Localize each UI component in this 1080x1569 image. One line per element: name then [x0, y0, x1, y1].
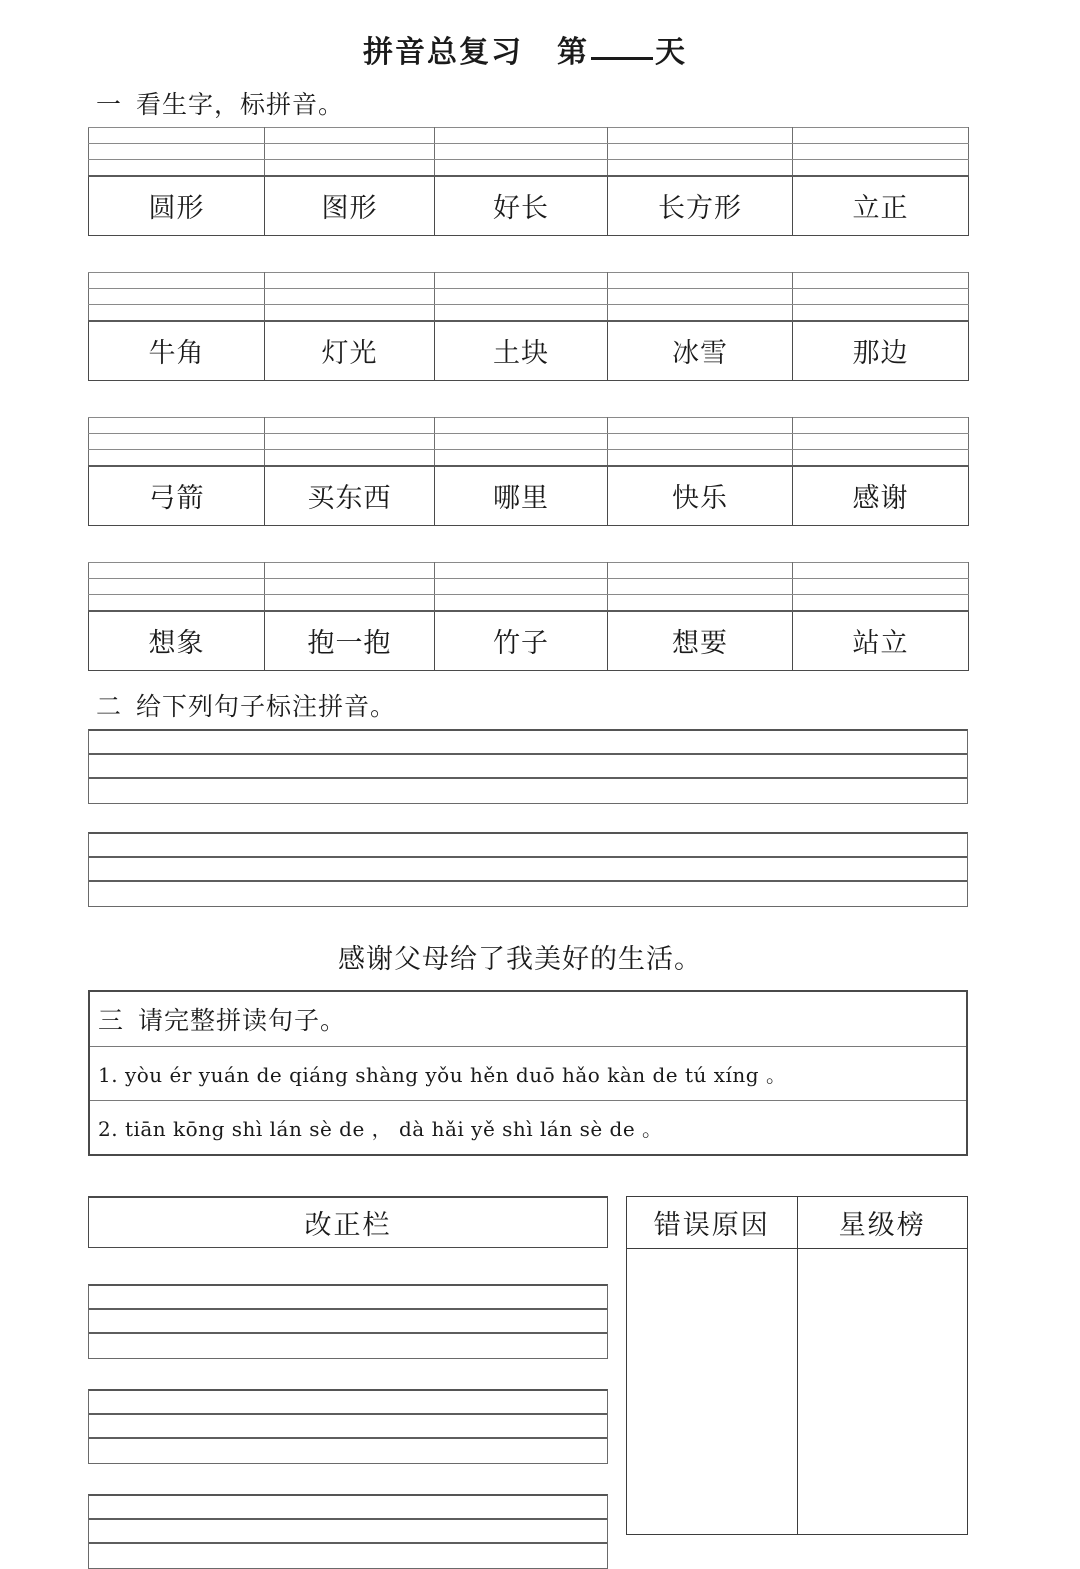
correction-write-block-3[interactable]	[88, 1494, 608, 1569]
pinyin-write-cell[interactable]	[265, 160, 435, 176]
pinyin-write-cell[interactable]	[793, 289, 969, 305]
pinyin-write-cell[interactable]	[608, 289, 793, 305]
pinyin-write-cell[interactable]	[89, 434, 265, 450]
word-cell: 长方形	[608, 176, 793, 236]
pinyin-line-row	[89, 434, 969, 450]
word-cell: 冰雪	[608, 321, 793, 381]
pinyin-write-cell[interactable]	[435, 144, 608, 160]
pinyin-write-cell[interactable]	[793, 144, 969, 160]
pinyin-write-cell[interactable]	[793, 418, 969, 434]
pinyin-write-cell[interactable]	[608, 579, 793, 595]
word-cell: 感谢	[793, 466, 969, 526]
rubric-header-row	[627, 1197, 968, 1249]
word-row	[89, 611, 969, 671]
pinyin-write-cell[interactable]	[435, 434, 608, 450]
pinyin-write-cell[interactable]	[89, 128, 265, 144]
pinyin-write-cell[interactable]	[608, 450, 793, 466]
pinyin-write-cell[interactable]	[265, 595, 435, 611]
word-cell: 土块	[435, 321, 608, 381]
word-cell: 弓箭	[89, 466, 265, 526]
bottom-area	[88, 1196, 968, 1569]
correction-write-block-1[interactable]	[88, 1284, 608, 1359]
word-row	[89, 176, 969, 236]
write-line[interactable]	[89, 858, 967, 882]
pinyin-line-row	[89, 273, 969, 289]
write-line[interactable]	[89, 731, 967, 755]
word-cell: 灯光	[265, 321, 435, 381]
sentence-write-block-2[interactable]	[88, 832, 968, 907]
section-one-heading	[96, 85, 1080, 121]
pinyin-write-cell[interactable]	[608, 144, 793, 160]
section-two-heading	[96, 687, 1080, 723]
pinyin-write-cell[interactable]	[435, 450, 608, 466]
section-three-box	[88, 990, 968, 1156]
word-table-row-2	[88, 272, 969, 381]
rubric-column	[626, 1196, 968, 1535]
pinyin-write-cell[interactable]	[608, 273, 793, 289]
pinyin-write-cell[interactable]	[435, 289, 608, 305]
pinyin-write-cell[interactable]	[89, 595, 265, 611]
word-cell: 牛角	[89, 321, 265, 381]
rubric-cell-star-rank[interactable]	[797, 1249, 968, 1535]
pinyin-write-cell[interactable]	[435, 305, 608, 321]
word-cell: 买东西	[265, 466, 435, 526]
rubric-header-error-reason: 错误原因	[627, 1197, 798, 1249]
word-table-row-1	[88, 127, 969, 236]
pinyin-write-cell[interactable]	[265, 434, 435, 450]
pinyin-write-cell[interactable]	[89, 289, 265, 305]
pinyin-write-cell[interactable]	[608, 305, 793, 321]
pinyin-sentence-1: 1. yòu ér yuán de qiáng shàng yǒu hěn duō hǎo kàn de tú xíng 。	[90, 1047, 966, 1101]
section-three-title: 请完整拼读句子。	[138, 1008, 347, 1035]
write-line[interactable]	[89, 755, 967, 779]
write-line[interactable]	[89, 1520, 607, 1544]
word-cell: 立正	[793, 176, 969, 236]
pinyin-write-cell[interactable]	[265, 418, 435, 434]
word-table-row-4	[88, 562, 969, 671]
pinyin-write-cell[interactable]	[793, 160, 969, 176]
correction-write-block-2[interactable]	[88, 1389, 608, 1464]
section-one-title: 看生字，标拼音。	[136, 92, 345, 119]
sample-sentence: 感谢父母给了我美好的生活。	[338, 944, 702, 975]
pinyin-write-cell[interactable]	[793, 563, 969, 579]
day-prefix: 第	[557, 36, 589, 69]
pinyin-write-cell[interactable]	[608, 563, 793, 579]
write-line[interactable]	[89, 1496, 607, 1520]
correction-gap	[88, 1464, 608, 1494]
pinyin-line-row	[89, 144, 969, 160]
pinyin-write-cell[interactable]	[793, 434, 969, 450]
page-title	[0, 0, 1080, 69]
pinyin-write-cell[interactable]	[608, 434, 793, 450]
pinyin-write-cell[interactable]	[265, 305, 435, 321]
write-line[interactable]	[89, 1391, 607, 1415]
section-two-number: 二	[96, 694, 123, 721]
pinyin-write-cell[interactable]	[89, 418, 265, 434]
pinyin-write-cell[interactable]	[608, 595, 793, 611]
pinyin-write-cell[interactable]	[793, 579, 969, 595]
pinyin-write-cell[interactable]	[608, 160, 793, 176]
pinyin-sentence-2: 2. tiān kōng shì lán sè de ， dà hǎi yě shì lán sè de 。	[98, 1117, 663, 1141]
section-one-number: 一	[96, 92, 123, 119]
pinyin-line-row	[89, 595, 969, 611]
section-three-heading	[90, 992, 966, 1047]
pinyin-write-cell[interactable]	[89, 563, 265, 579]
write-line[interactable]	[89, 1310, 607, 1334]
pinyin-write-cell[interactable]	[265, 273, 435, 289]
correction-column	[88, 1196, 608, 1569]
pinyin-write-cell[interactable]	[793, 450, 969, 466]
word-cell: 圆形	[89, 176, 265, 236]
pinyin-write-cell[interactable]	[89, 579, 265, 595]
pinyin-write-cell[interactable]	[89, 273, 265, 289]
word-row	[89, 466, 969, 526]
pinyin-write-cell[interactable]	[89, 144, 265, 160]
pinyin-write-cell[interactable]	[265, 289, 435, 305]
pinyin-write-cell[interactable]	[435, 418, 608, 434]
word-cell: 竹子	[435, 611, 608, 671]
rubric-table	[626, 1196, 968, 1535]
pinyin-write-cell[interactable]	[793, 128, 969, 144]
pinyin-write-cell[interactable]	[435, 595, 608, 611]
table-gap	[0, 381, 1080, 417]
word-cell: 好长	[435, 176, 608, 236]
pinyin-write-cell[interactable]	[793, 273, 969, 289]
pinyin-write-cell[interactable]	[793, 305, 969, 321]
pinyin-write-cell[interactable]	[435, 563, 608, 579]
pinyin-line-row	[89, 160, 969, 176]
write-line[interactable]	[89, 1544, 607, 1568]
pinyin-write-cell[interactable]	[89, 450, 265, 466]
rubric-body-row	[627, 1249, 968, 1535]
pinyin-write-cell[interactable]	[608, 418, 793, 434]
pinyin-write-cell[interactable]	[793, 595, 969, 611]
pinyin-write-cell[interactable]	[435, 128, 608, 144]
write-line[interactable]	[89, 1286, 607, 1310]
pinyin-write-cell[interactable]	[265, 579, 435, 595]
pinyin-write-cell[interactable]	[265, 450, 435, 466]
word-cell: 那边	[793, 321, 969, 381]
write-line[interactable]	[89, 1439, 607, 1463]
pinyin-write-cell[interactable]	[435, 160, 608, 176]
day-suffix: 天	[655, 36, 687, 69]
pinyin-write-cell[interactable]	[608, 128, 793, 144]
pinyin-write-cell[interactable]	[265, 128, 435, 144]
write-block-gap	[0, 804, 1080, 832]
rubric-header-star-rank: 星级榜	[797, 1197, 968, 1249]
write-line[interactable]	[89, 1415, 607, 1439]
pinyin-line-row	[89, 305, 969, 321]
pinyin-write-cell[interactable]	[435, 273, 608, 289]
rubric-cell-error-reason[interactable]	[627, 1249, 798, 1535]
word-cell: 图形	[265, 176, 435, 236]
pinyin-write-cell[interactable]	[89, 305, 265, 321]
write-line[interactable]	[89, 834, 967, 858]
table-gap	[0, 526, 1080, 562]
pinyin-write-cell[interactable]	[89, 160, 265, 176]
page-title-main: 拼音总复习	[363, 36, 523, 69]
pinyin-line-row	[89, 418, 969, 434]
word-cell: 抱一抱	[265, 611, 435, 671]
pinyin-line-row	[89, 579, 969, 595]
day-blank-underline[interactable]	[591, 57, 653, 60]
word-cell: 快乐	[608, 466, 793, 526]
word-cell: 站立	[793, 611, 969, 671]
section-two-title: 给下列句子标注拼音。	[136, 694, 397, 721]
word-cell: 想要	[608, 611, 793, 671]
write-line[interactable]	[89, 1334, 607, 1358]
correction-gap	[88, 1248, 608, 1284]
table-gap	[0, 236, 1080, 272]
pinyin-line-row	[89, 563, 969, 579]
write-line[interactable]	[89, 882, 967, 906]
pinyin-write-cell[interactable]	[265, 563, 435, 579]
pinyin-write-cell[interactable]	[435, 579, 608, 595]
section-three-number: 三	[98, 1008, 125, 1035]
pinyin-line-row	[89, 289, 969, 305]
pinyin-line-row	[89, 450, 969, 466]
word-table-row-3	[88, 417, 969, 526]
word-row	[89, 321, 969, 381]
word-cell: 想象	[89, 611, 265, 671]
correction-gap	[88, 1359, 608, 1389]
pinyin-line-row	[89, 128, 969, 144]
word-cell: 哪里	[435, 466, 608, 526]
write-line[interactable]	[89, 779, 967, 803]
correction-title: 改正栏	[88, 1196, 608, 1248]
pinyin-write-cell[interactable]	[265, 144, 435, 160]
sentence-write-block-1[interactable]	[88, 729, 968, 804]
